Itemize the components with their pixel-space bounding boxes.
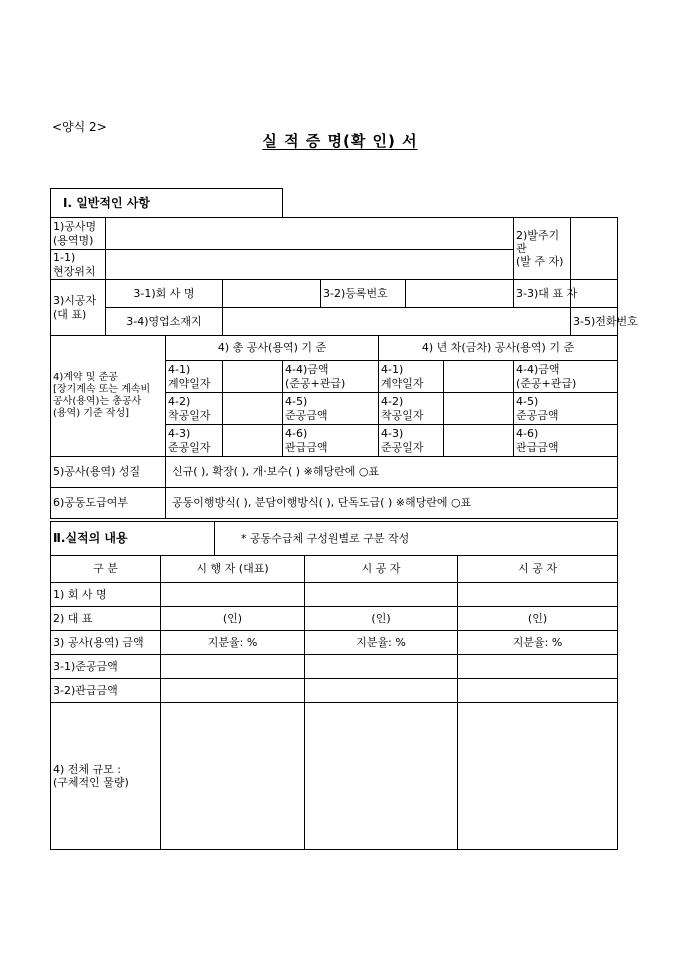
- lead-scale-field[interactable]: [161, 703, 305, 850]
- client-label: 2)발주기관 (발 주 자): [514, 218, 571, 280]
- address-field[interactable]: [223, 308, 571, 336]
- form-number-label: <양식 2>: [52, 120, 107, 134]
- row-rep-label: 2) 대 표: [51, 607, 161, 631]
- total-start-date-label: 4-2) 착공일자: [166, 393, 223, 425]
- joint-label: 6)공동도급여부: [51, 488, 166, 519]
- section2-note: * 공동수급체 구성원별로 구분 작성: [215, 522, 618, 556]
- total-amount-label: 4-4)금액 (준공+관급): [283, 361, 379, 393]
- total-basis-header: 4) 총 공사(용역) 기 준: [166, 336, 379, 361]
- row-company-label: 1) 회 사 명: [51, 583, 161, 607]
- document-title: 실 적 증 명(확 인) 서: [262, 132, 418, 150]
- builder2-done-field[interactable]: [458, 655, 618, 679]
- year-basis-header: 4) 년 차(금차) 공사(용역) 기 준: [379, 336, 618, 361]
- total-contract-date-label: 4-1) 계약일자: [166, 361, 223, 393]
- year-contract-date-label: 4-1) 계약일자: [379, 361, 444, 393]
- lead-done-field[interactable]: [161, 655, 305, 679]
- builder2-seal[interactable]: (인): [458, 607, 618, 631]
- builder1-supply-field[interactable]: [305, 679, 458, 703]
- lead-share[interactable]: 지분율: %: [161, 631, 305, 655]
- rep-field[interactable]: [571, 280, 618, 308]
- rep-label: 3-3)대 표 자: [514, 280, 571, 308]
- nature-label: 5)공사(용역) 성질: [51, 457, 166, 488]
- builder2-supply-field[interactable]: [458, 679, 618, 703]
- reg-no-field[interactable]: [406, 280, 514, 308]
- builder1-company-field[interactable]: [305, 583, 458, 607]
- performance-table: [50, 521, 618, 850]
- section2-heading: Ⅱ.실적의 내용: [51, 522, 215, 556]
- row-supply-label: 3-2)관급금액: [51, 679, 161, 703]
- section1-heading: I. 일반적인 사항: [51, 189, 283, 218]
- contract-label: 4)계약 및 준공 [장기계속 또는 계속비 공사(용역)는 총공사 (용역) 기준 작성]: [51, 336, 166, 457]
- year-done-amount-label: 4-5) 준공금액: [514, 393, 618, 425]
- contractor-label: 3)시공자 (대 표): [51, 280, 106, 336]
- row-scale-label: 4) 전체 규모 : (구체적인 물량): [51, 703, 161, 850]
- year-supply-amount-label: 4-6) 관급금액: [514, 425, 618, 457]
- total-contract-date-field[interactable]: [223, 361, 283, 393]
- total-supply-amount-label: 4-6) 관급금액: [283, 425, 379, 457]
- total-done-date-field[interactable]: [223, 425, 283, 457]
- col-builder1-header: 시 공 자: [305, 556, 458, 583]
- joint-options[interactable]: 공동이행방식( ), 분담이행방식( ), 단독도급( ) ※해당란에 ○표: [166, 488, 618, 519]
- year-contract-date-field[interactable]: [444, 361, 514, 393]
- builder1-done-field[interactable]: [305, 655, 458, 679]
- year-start-date-field[interactable]: [444, 393, 514, 425]
- phone-label: 3-5)전화번호: [571, 308, 618, 336]
- company-label: 3-1)회 사 명: [106, 280, 223, 308]
- builder1-share[interactable]: 지분율: %: [305, 631, 458, 655]
- lead-supply-field[interactable]: [161, 679, 305, 703]
- col-lead-header: 시 행 자 (대표): [161, 556, 305, 583]
- general-info-table: [50, 188, 638, 519]
- year-start-date-label: 4-2) 착공일자: [379, 393, 444, 425]
- builder1-scale-field[interactable]: [305, 703, 458, 850]
- col-builder2-header: 시 공 자: [458, 556, 618, 583]
- builder1-seal[interactable]: (인): [305, 607, 458, 631]
- builder2-scale-field[interactable]: [458, 703, 618, 850]
- total-done-amount-label: 4-5) 준공금액: [283, 393, 379, 425]
- builder2-company-field[interactable]: [458, 583, 618, 607]
- site-field[interactable]: [106, 250, 514, 280]
- site-label: 1-1) 현장위치: [51, 250, 106, 280]
- year-amount-label: 4-4)금액 (준공+관급): [514, 361, 618, 393]
- project-name-label: 1)공사명 (용역명): [51, 218, 106, 250]
- row-amount-label: 3) 공사(용역) 금액: [51, 631, 161, 655]
- total-start-date-field[interactable]: [223, 393, 283, 425]
- client-field[interactable]: [571, 218, 618, 280]
- row-done-label: 3-1)준공금액: [51, 655, 161, 679]
- nature-options[interactable]: 신규( ), 확장( ), 개·보수( ) ※해당란에 ○표: [166, 457, 618, 488]
- col-div-header: 구 분: [51, 556, 161, 583]
- year-done-date-label: 4-3) 준공일자: [379, 425, 444, 457]
- lead-company-field[interactable]: [161, 583, 305, 607]
- project-name-field[interactable]: [106, 218, 514, 250]
- lead-seal[interactable]: (인): [161, 607, 305, 631]
- reg-no-label: 3-2)등록번호: [321, 280, 406, 308]
- total-done-date-label: 4-3) 준공일자: [166, 425, 223, 457]
- builder2-share[interactable]: 지분율: %: [458, 631, 618, 655]
- year-done-date-field[interactable]: [444, 425, 514, 457]
- address-label: 3-4)영업소재지: [106, 308, 223, 336]
- company-field[interactable]: [223, 280, 321, 308]
